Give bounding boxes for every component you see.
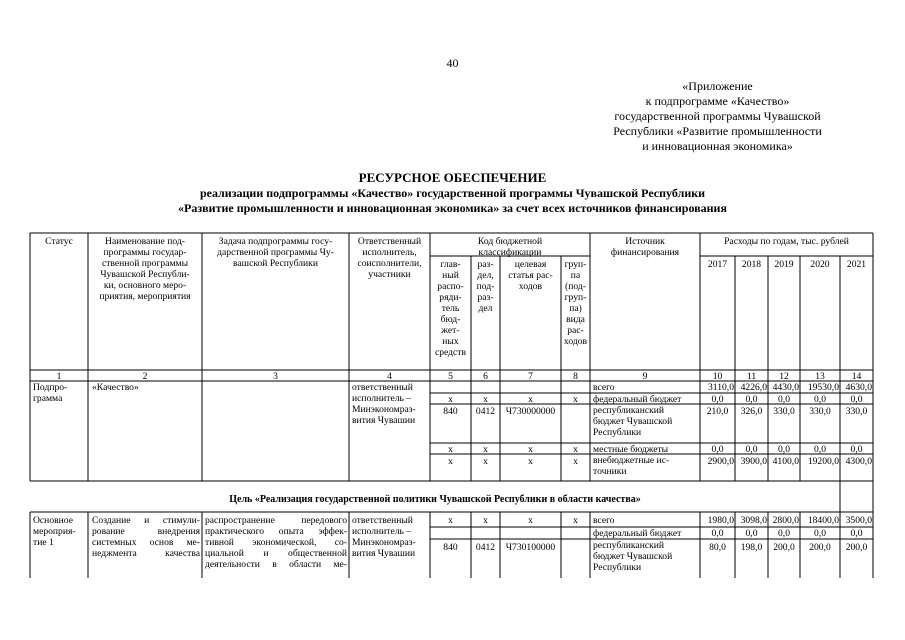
header-budget-code: Код бюджетной классификации [477,236,543,258]
table-cell-value: 0,0 [745,394,758,405]
table-cell-value: 0,0 [850,444,863,455]
table-cell-value: 3500,0 [845,515,872,526]
table-cell: x [573,394,578,405]
table-cell: x [573,444,578,455]
appendix-line: к подпрограмме «Качество» [645,94,790,108]
appendix-line: «Приложение [682,79,753,93]
table-cell-source: федеральный бюджет [593,394,682,405]
table-cell-value: 0,0 [711,444,724,455]
table-cell-value: 198,0 [740,542,763,553]
table-cell-value: 2900,0 [707,456,734,467]
column-number: 13 [815,371,825,382]
header-year: 2018 [741,259,762,270]
column-number: 1 [56,371,62,382]
header-target-article: целевая статья рас- ходов [508,259,553,292]
table-cell: x [573,456,578,467]
table-cell-value: 4226,0 [740,382,767,393]
block1-name: «Качество» [92,382,139,393]
header-year: 2017 [707,259,728,270]
table-cell: x [573,515,578,526]
column-number: 6 [483,371,488,382]
table-cell-value: 0,0 [778,444,790,455]
block1-status: Подпро- грамма [33,382,68,404]
document-subtitle: «Развитие промышленности и инновационная экономика» за счет всех источников финансирования [178,201,727,215]
column-number: 8 [573,371,578,382]
document-subtitle: реализации подпрограммы «Качество» государственной программы Чувашской Республики [199,186,706,200]
table-cell-value: 0,0 [778,528,790,539]
table-cell-value: 3098,0 [740,515,767,526]
table-cell-value: 0,0 [850,528,863,539]
column-number: 10 [712,371,723,382]
header-expenses: Расходы по годам, тыс. рублей [724,236,849,247]
table-cell-value: 3900,0 [740,456,767,467]
table-cell: x [448,515,453,526]
table-cell-value: 200,0 [845,542,868,553]
table-cell-value: 4630,0 [845,382,872,393]
table-cell: x [483,444,488,455]
block2-responsible: ответственный исполнитель – Минэкономраз- вития Чувашии [352,515,416,559]
table-cell-value: 0,0 [814,394,826,405]
table-cell-value: 0,0 [850,394,863,405]
block1-responsible: ответственный исполнитель – Минэкономраз- вития Чувашии [352,382,416,426]
column-number: 9 [642,371,648,382]
table-cell-value: 2800,0 [772,515,799,526]
table-cell-value: 330,0 [845,406,868,417]
table-cell: x [528,444,533,455]
table-cell-value: 19200,0 [807,456,839,467]
table-cell-value: 210,0 [706,406,729,417]
header-status: Статус [45,236,73,247]
table-cell: x [448,456,453,467]
column-number: 11 [746,371,757,382]
page-number: 40 [446,56,459,70]
table-cell-value: 19530,0 [807,382,839,393]
table-cell: Ч730100000 [505,542,556,553]
table-cell-value: 330,0 [809,406,831,417]
appendix-line: Республики «Развитие промышленности [613,124,822,138]
table-cell-source: всего [593,515,615,526]
table-cell-source: внебюджетные ис- точники [593,455,670,477]
table-cell-value: 80,0 [709,542,726,553]
table-cell: 840 [443,406,458,417]
table-cell-value: 0,0 [814,444,826,455]
table-cell-value: 0,0 [711,394,724,405]
block2-name: Создание и стимули- рование внедрения системных основ ме- неджмента качества [92,515,200,559]
column-number: 2 [142,371,148,382]
table-cell: x [483,456,488,467]
header-year: 2021 [846,259,867,270]
column-number: 7 [528,371,533,382]
block2-task: распространение передового практического опыта эффек- тивной экономической, со- циальной и общественной деятельности в области ме- [205,515,347,570]
table-cell: 0412 [475,406,496,417]
table-cell: x [483,394,488,405]
table-cell-source: республиканский бюджет Чувашской Республики [593,540,673,573]
table-cell-value: 200,0 [773,542,795,553]
table-cell-source: республиканский бюджет Чувашской Республики [593,405,673,438]
column-number: 3 [273,371,278,382]
table-cell: x [448,394,453,405]
table-cell-value: 0,0 [778,394,790,405]
table-cell-source: всего [593,382,615,393]
table-cell-source: местные бюджеты [593,444,669,455]
header-source: Источник финансирования [610,236,680,258]
table-cell: x [448,444,453,455]
table-cell: x [528,515,533,526]
table-cell-value: 1980,0 [707,515,734,526]
table-cell-value: 4300,0 [845,456,872,467]
header-task: Задача подпрограммы госу- дарственной программы Чу- вашской Республики [217,236,334,269]
header-year: 2019 [774,259,794,270]
column-number: 4 [387,371,392,382]
header-responsible: Ответственный исполнитель, соисполнители, участники [357,236,422,280]
table-cell-value: 200,0 [809,542,831,553]
appendix-line: и инновационная экономика» [642,139,793,153]
table-cell-value: 0,0 [814,528,826,539]
column-number: 14 [851,371,862,382]
table-cell-value: 18400,0 [807,515,839,526]
table-cell: 840 [443,542,458,553]
table-cell: Ч730000000 [505,406,556,417]
goal-heading: Цель «Реализация государственной политики Чувашской Республики в области качества» [229,494,641,505]
table-cell-value: 4100,0 [772,456,799,467]
header-main-manager: глав- ный распо- ряди- тель бюд- жет- ных средств [434,259,467,358]
appendix-line: государственной программы Чувашской [614,109,821,123]
table-cell: x [528,394,533,405]
header-group: груп- па (под- груп- па) вида рас- ходов [563,259,588,347]
table-cell-value: 0,0 [745,528,758,539]
table-cell-value: 3110,0 [707,382,734,393]
table-cell-value: 326,0 [740,406,763,417]
document-title: РЕСУРСНОЕ ОБЕСПЕЧЕНИЕ [358,170,547,185]
table-cell: 0412 [475,542,496,553]
table-cell: x [528,456,533,467]
table-cell: x [483,515,488,526]
column-number: 5 [448,371,453,382]
table-cell-value: 0,0 [711,528,724,539]
header-name: Наименование под- программы государ- ственной программы Чувашской Республи- ки, основного меро- приятия, мероприятия [99,236,191,302]
block2-status: Основное мероприя- тие 1 [33,515,76,548]
table-cell-source: федеральный бюджет [593,528,682,539]
header-year: 2020 [810,259,830,270]
table-cell-value: 0,0 [745,444,758,455]
column-number: 12 [779,371,789,382]
table-cell-value: 330,0 [773,406,795,417]
table-cell-value: 4430,0 [772,382,799,393]
header-section: раз- дел, под- раз- дел [476,259,495,314]
